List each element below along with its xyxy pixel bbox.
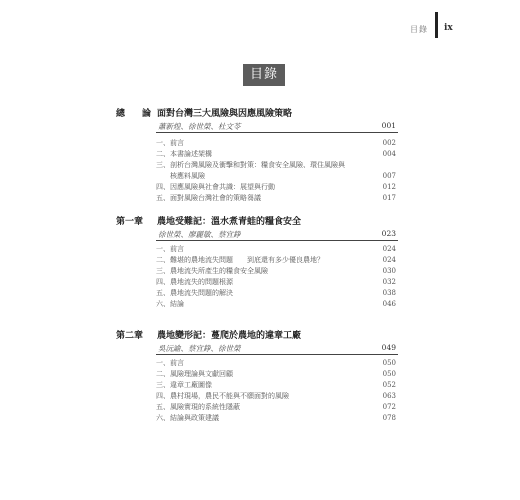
page-number: ix xyxy=(444,23,453,33)
chapter-items xyxy=(156,244,398,310)
chapter-page: 049 xyxy=(381,343,396,352)
chapter-title[interactable]: 面對台灣三大風險與因應風險策略 xyxy=(157,109,293,119)
list-item[interactable] xyxy=(156,358,398,369)
item-page: 024 xyxy=(382,256,396,264)
item-page: 046 xyxy=(382,300,396,308)
list-item[interactable] xyxy=(156,277,398,288)
item-label: 四、農地流失的問題根源 xyxy=(156,278,233,286)
chapter-authors: 蕭新煌、徐世榮、杜文苓 xyxy=(158,122,241,131)
chapter-label: 第二章 xyxy=(116,331,144,341)
item-page: 024 xyxy=(382,245,396,253)
page-title: 目錄 xyxy=(243,64,285,86)
item-label: 五、農地流失問題的解決 xyxy=(156,289,233,297)
toc-chapter xyxy=(116,106,398,202)
item-label: 六、結論 xyxy=(156,300,184,308)
item-page: 002 xyxy=(382,139,396,147)
item-page: 004 xyxy=(382,150,396,158)
list-item[interactable] xyxy=(156,380,398,391)
item-label: 一、前言 xyxy=(156,139,184,147)
chapter-authors: 徐世榮、廖麗敏、蔡宜錚 xyxy=(158,230,241,239)
chapter-author-line xyxy=(156,120,398,133)
chapter-author-line xyxy=(156,228,398,241)
list-item[interactable] xyxy=(156,244,398,255)
list-item[interactable] xyxy=(156,288,398,299)
list-item[interactable] xyxy=(156,182,398,193)
chapter-label: 總 論 xyxy=(116,109,156,119)
item-label: 二、本書論述架構 xyxy=(156,150,212,158)
toc-chapter xyxy=(116,214,398,308)
item-page: 052 xyxy=(382,381,396,389)
item-page: 012 xyxy=(382,183,396,191)
item-page: 007 xyxy=(382,172,396,180)
chapter-title[interactable]: 農地變形記：蔓爬於農地的違章工廠 xyxy=(157,331,302,341)
item-label: 六、結論與政策建議 xyxy=(156,414,219,422)
item-page: 032 xyxy=(382,278,396,286)
item-label: 二、風險理論與文獻回顧 xyxy=(156,370,233,378)
item-page: 050 xyxy=(382,359,396,367)
item-label: 四、因應風險與社會共識：展望與行動 xyxy=(156,183,275,191)
chapter-page: 023 xyxy=(381,229,396,238)
chapter-title[interactable]: 農地受難記：溫水煮青蛙的糧食安全 xyxy=(157,217,302,227)
list-item[interactable] xyxy=(156,402,398,413)
item-page: 030 xyxy=(382,267,396,275)
item-page: 063 xyxy=(382,392,396,400)
header-bar xyxy=(435,12,438,38)
item-label: 四、農村現場，農民不能與不願面對的風險 xyxy=(156,392,289,400)
list-item[interactable] xyxy=(156,369,398,380)
item-page: 050 xyxy=(382,370,396,378)
list-item[interactable] xyxy=(156,266,398,277)
list-item[interactable] xyxy=(156,391,398,402)
list-item[interactable] xyxy=(156,255,398,266)
item-page: 078 xyxy=(382,414,396,422)
chapter-items xyxy=(156,358,398,424)
item-label-continuation: 核應料風險 xyxy=(170,172,205,180)
item-page: 017 xyxy=(382,194,396,202)
chapter-authors: 吳沅諭、蔡宜錚、徐世榮 xyxy=(158,344,241,353)
chapter-label: 第一章 xyxy=(116,217,144,227)
item-label: 三、農地流失所產生的糧食安全風險 xyxy=(156,267,268,275)
item-label: 三、剖析台灣風險及衝擊和對策：糧食安全風險、環住風險與 xyxy=(156,161,345,169)
item-page: 038 xyxy=(382,289,396,297)
list-item[interactable] xyxy=(156,413,398,424)
list-item[interactable] xyxy=(156,149,398,160)
item-label: 五、面對風險台灣社會的策略芻議 xyxy=(156,194,261,202)
chapter-items xyxy=(156,138,398,204)
list-item[interactable] xyxy=(156,160,398,182)
item-label: 一、前言 xyxy=(156,245,184,253)
running-head-section: 目錄 xyxy=(410,25,428,34)
item-label: 一、前言 xyxy=(156,359,184,367)
toc-chapter xyxy=(116,328,398,422)
list-item[interactable] xyxy=(156,193,398,204)
list-item[interactable] xyxy=(156,299,398,310)
item-label: 五、風險實現的系統性隱蔽 xyxy=(156,403,240,411)
item-page: 072 xyxy=(382,403,396,411)
chapter-author-line xyxy=(156,342,398,355)
chapter-page: 001 xyxy=(381,121,396,130)
list-item[interactable] xyxy=(156,138,398,149)
item-label: 二、難堪的農地流失問題 到底還有多少優良農地？ xyxy=(156,256,324,264)
item-label: 三、違章工廠圖像 xyxy=(156,381,212,389)
